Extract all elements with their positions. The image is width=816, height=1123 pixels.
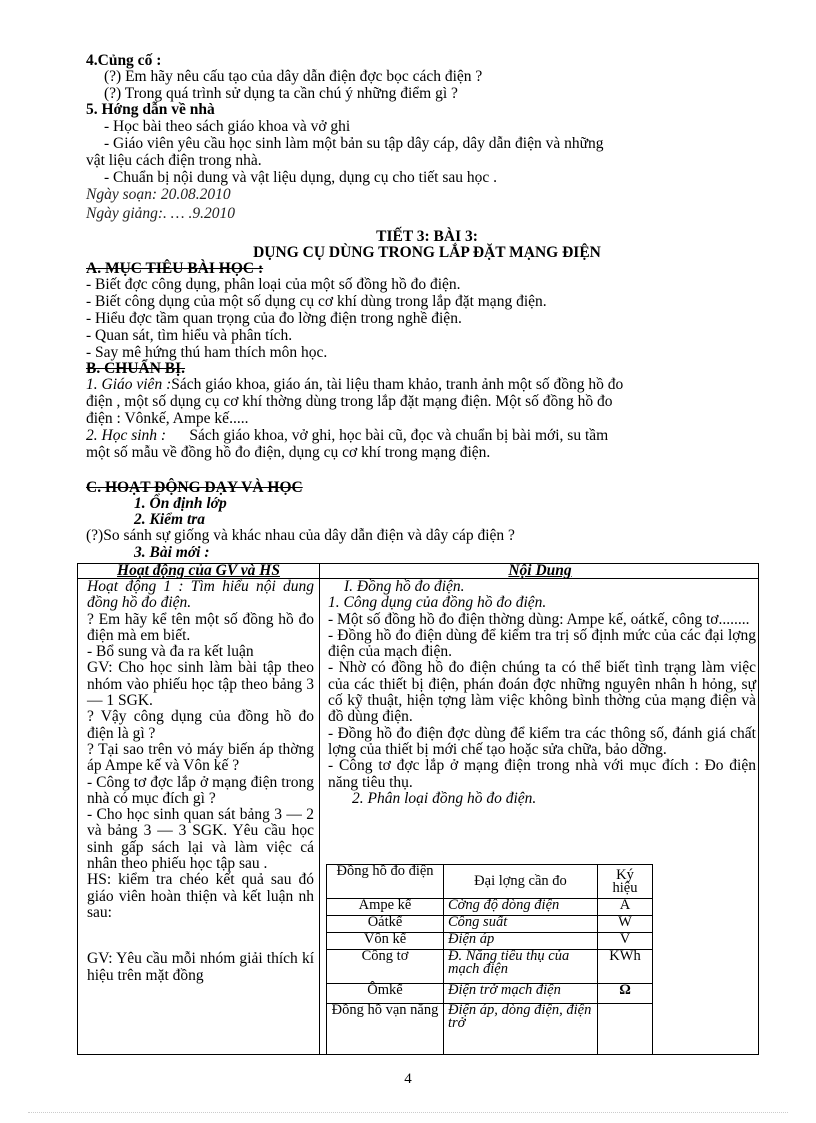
content-text: - Công tơ đợc lắp ở mạng điện trong nhà với mục đích : Đo điện năng tiêu thụ.: [328, 757, 756, 791]
meter-quantity: Công suất: [444, 916, 598, 933]
column-divider: [319, 564, 320, 1054]
homework-line: - Giáo viên yêu cầu học sinh làm một bản su tập dây cáp, dây dẫn điện và những: [104, 135, 604, 152]
activity-text: GV: Yêu cầu mỗi nhóm giải thích kí hiệu trên mặt đồng: [87, 950, 314, 984]
content-text: - Một số đồng hồ đo điện thờng dùng: Ampe kế, oátkế, công tơ........: [328, 610, 750, 628]
activity-text: - Cho học sinh quan sát bảng 3 — 2 và bảng 3 — 3 SGK. Yêu cầu học sinh gấp sách lại và làm việc cá nhân theo phiếu học tập sau .: [87, 806, 314, 873]
review-heading: 4.Củng cố :: [86, 52, 162, 69]
meter-symbol: Ω: [598, 984, 653, 1004]
teacher-text: Sách giáo khoa, giáo án, tài liệu tham khảo, tranh ảnh một số đồng hồ đo: [171, 376, 624, 393]
teacher-prep-line: điện : Vônkế, Ampe kế.....: [86, 410, 249, 427]
objective-item: - Say mê hứng thú ham thích môn học.: [86, 344, 328, 361]
step-heading: 2. Kiểm tra: [134, 511, 206, 528]
meter-quantity: Điện trở mạch điện: [444, 984, 598, 1004]
meter-row: [327, 1004, 653, 1055]
content-text: 2. Phân loại đồng hồ đo điện.: [352, 789, 537, 807]
teacher-activities: [87, 579, 314, 984]
objective-item: - Biết công dụng của một số dụng cụ cơ khí dùng trong lắp đặt mạng điện.: [86, 293, 547, 310]
prep-heading: B. CHUẨN BỊ.: [86, 360, 186, 377]
step-heading: 1. Ổn định lớp: [134, 495, 227, 512]
step-heading: 3. Bài mới :: [134, 544, 210, 561]
meter-header-cell: Đồng hồ đo điện: [327, 865, 444, 899]
lesson-title: TIẾT 3: BÀI 3:: [376, 228, 478, 245]
meter-quantity: Điện áp: [444, 933, 598, 950]
meter-name: Oátkế: [327, 916, 444, 933]
homework-line: vật liệu cách điện trong nhà.: [86, 152, 262, 169]
content-text: - Nhờ có đồng hồ đo điện chúng ta có thể biết tình trạng làm việc của các thiết bị điện, phán đoán đợc những nguyên nhân h hỏng, sự cố kỹ thuật, hiện tợng làm việc không bình thờng của mạng điện và đồ dùng điện.: [328, 659, 756, 726]
page-number: 4: [404, 1071, 412, 1087]
check-question: (?)So sánh sự giống và khác nhau của dây dẫn điện và dây cáp điện ?: [86, 527, 515, 544]
activities-heading: C. HOẠT ĐỘNG DẠY VÀ HỌC: [86, 479, 303, 496]
meter-row: [327, 950, 653, 984]
student-prep-line: một số mẫu về đồng hồ đo điện, dụng cụ cơ khí trong mạng điện.: [86, 444, 491, 461]
meter-table: [326, 864, 653, 1055]
meter-symbol: [598, 1004, 653, 1055]
meter-symbol: V: [598, 933, 653, 950]
objective-item: - Quan sát, tìm hiểu và phân tích.: [86, 327, 293, 344]
meter-row: [327, 984, 653, 1004]
footer-rule: [28, 1112, 788, 1113]
teach-date: Ngày giảng:. … .9.2010: [86, 205, 235, 222]
meter-quantity: Cờng độ dòng điện: [444, 899, 598, 916]
homework-heading: 5. Hớng dẫn về nhà: [86, 101, 215, 118]
student-prep: [86, 428, 608, 444]
activity-text: ? Tại sao trên vỏ máy biến áp thờng áp Ampe kế và Vôn kế ?: [87, 740, 314, 775]
meter-header-cell: Ký hiệu: [598, 865, 653, 899]
activity-text: Hoạt động 1 : Tìm hiểu nội dung đồng hồ đo điện.: [87, 578, 314, 612]
meter-row: [327, 933, 653, 950]
teacher-prep: [86, 377, 623, 393]
meter-header-cell: Đại lợng cần đo: [444, 865, 598, 899]
review-question: (?) Trong quá trình sử dụng ta cần chú ý những điểm gì ?: [104, 85, 458, 102]
activity-text: GV: Cho học sinh làm bài tập theo nhóm vào phiếu học tập theo bảng 3 — 1 SGK.: [87, 659, 314, 710]
teacher-prep-line: điện , một số dụng cụ cơ khí thờng dùng trong lắp đặt mạng điện. Một số đồng hồ đo: [86, 393, 613, 410]
content-text: I. Đồng hồ đo điện.: [344, 578, 465, 595]
homework-line: - Học bài theo sách giáo khoa và vở ghi: [104, 118, 351, 135]
meter-symbol: W: [598, 916, 653, 933]
content-text: - Đồng hồ đo điện đợc dùng để kiểm tra các thông số, đánh giá chất lợng của thiết bị mới chế tạo hoặc sửa chữa, bảo dỡng.: [328, 724, 756, 758]
activity-text: - Công tơ đợc lắp ở mạng điện trong nhà có mục đích gì ?: [87, 773, 314, 807]
content-text: - Đồng hồ đo điện dùng để kiểm tra trị số định mức của các đại lợng điện của mạch điện.: [328, 626, 756, 661]
meter-header-row: [327, 865, 653, 899]
student-text: Sách giáo khoa, vở ghi, học bài cũ, đọc và chuẩn bị bài mới, su tầm: [189, 427, 609, 444]
student-label: 2. Học sinh :: [86, 427, 167, 444]
meter-symbol: KWh: [598, 950, 653, 984]
lesson-content: [328, 579, 756, 807]
activity-text: ? Vậy công dụng của đồng hồ đo điện là gì ?: [87, 708, 314, 742]
review-question: (?) Em hãy nêu cấu tạo của dây dẫn điện đợc bọc cách điện ?: [104, 68, 483, 85]
col1-header: Hoạt động của GV và HS: [117, 562, 280, 579]
objectives-heading: A. MỤC TIÊU BÀI HỌC :: [86, 260, 264, 277]
col2-header: Nội Dung: [508, 562, 572, 579]
activity-text: ? Em hãy kể tên một số đồng hồ đo điện mà em biết.: [87, 610, 314, 644]
meter-row: [327, 916, 653, 933]
objective-item: - Biết đợc công dụng, phân loại của một số đồng hồ đo điện.: [86, 276, 461, 293]
activity-text: - Bổ sung và đa ra kết luận: [87, 643, 254, 661]
meter-name: Đồng hồ vạn năng: [327, 1004, 444, 1055]
content-text: 1. Công dụng của đồng hồ đo điện.: [328, 594, 547, 612]
meter-quantity: Đ. Năng tiêu thụ của mạch điện: [444, 950, 598, 984]
meter-name: Ômkế: [327, 984, 444, 1004]
meter-symbol: A: [598, 899, 653, 916]
prep-date: Ngày soạn: 20.08.2010: [86, 186, 231, 203]
homework-line: - Chuẩn bị nội dung và vật liệu dụng, dụng cụ cho tiết sau học .: [104, 169, 498, 186]
lesson-subtitle: DỤNG CỤ DÙNG TRONG LẮP ĐẶT MẠNG ĐIỆN: [253, 244, 601, 261]
meter-name: Vôn kế: [327, 933, 444, 950]
meter-quantity: Điện áp, dòng điện, điện trở: [444, 1004, 598, 1055]
activity-text: HS: kiểm tra chéo kết quả sau đó giáo viên hoàn thiện và kết luận nh sau:: [87, 871, 314, 921]
objective-item: - Hiểu đợc tầm quan trọng của đo lờng điện trong nghề điện.: [86, 310, 462, 327]
meter-name: Ampe kế: [327, 899, 444, 916]
meter-row: [327, 899, 653, 916]
teacher-label: 1. Giáo viên :: [86, 376, 172, 393]
meter-name: Công tơ: [327, 950, 444, 984]
